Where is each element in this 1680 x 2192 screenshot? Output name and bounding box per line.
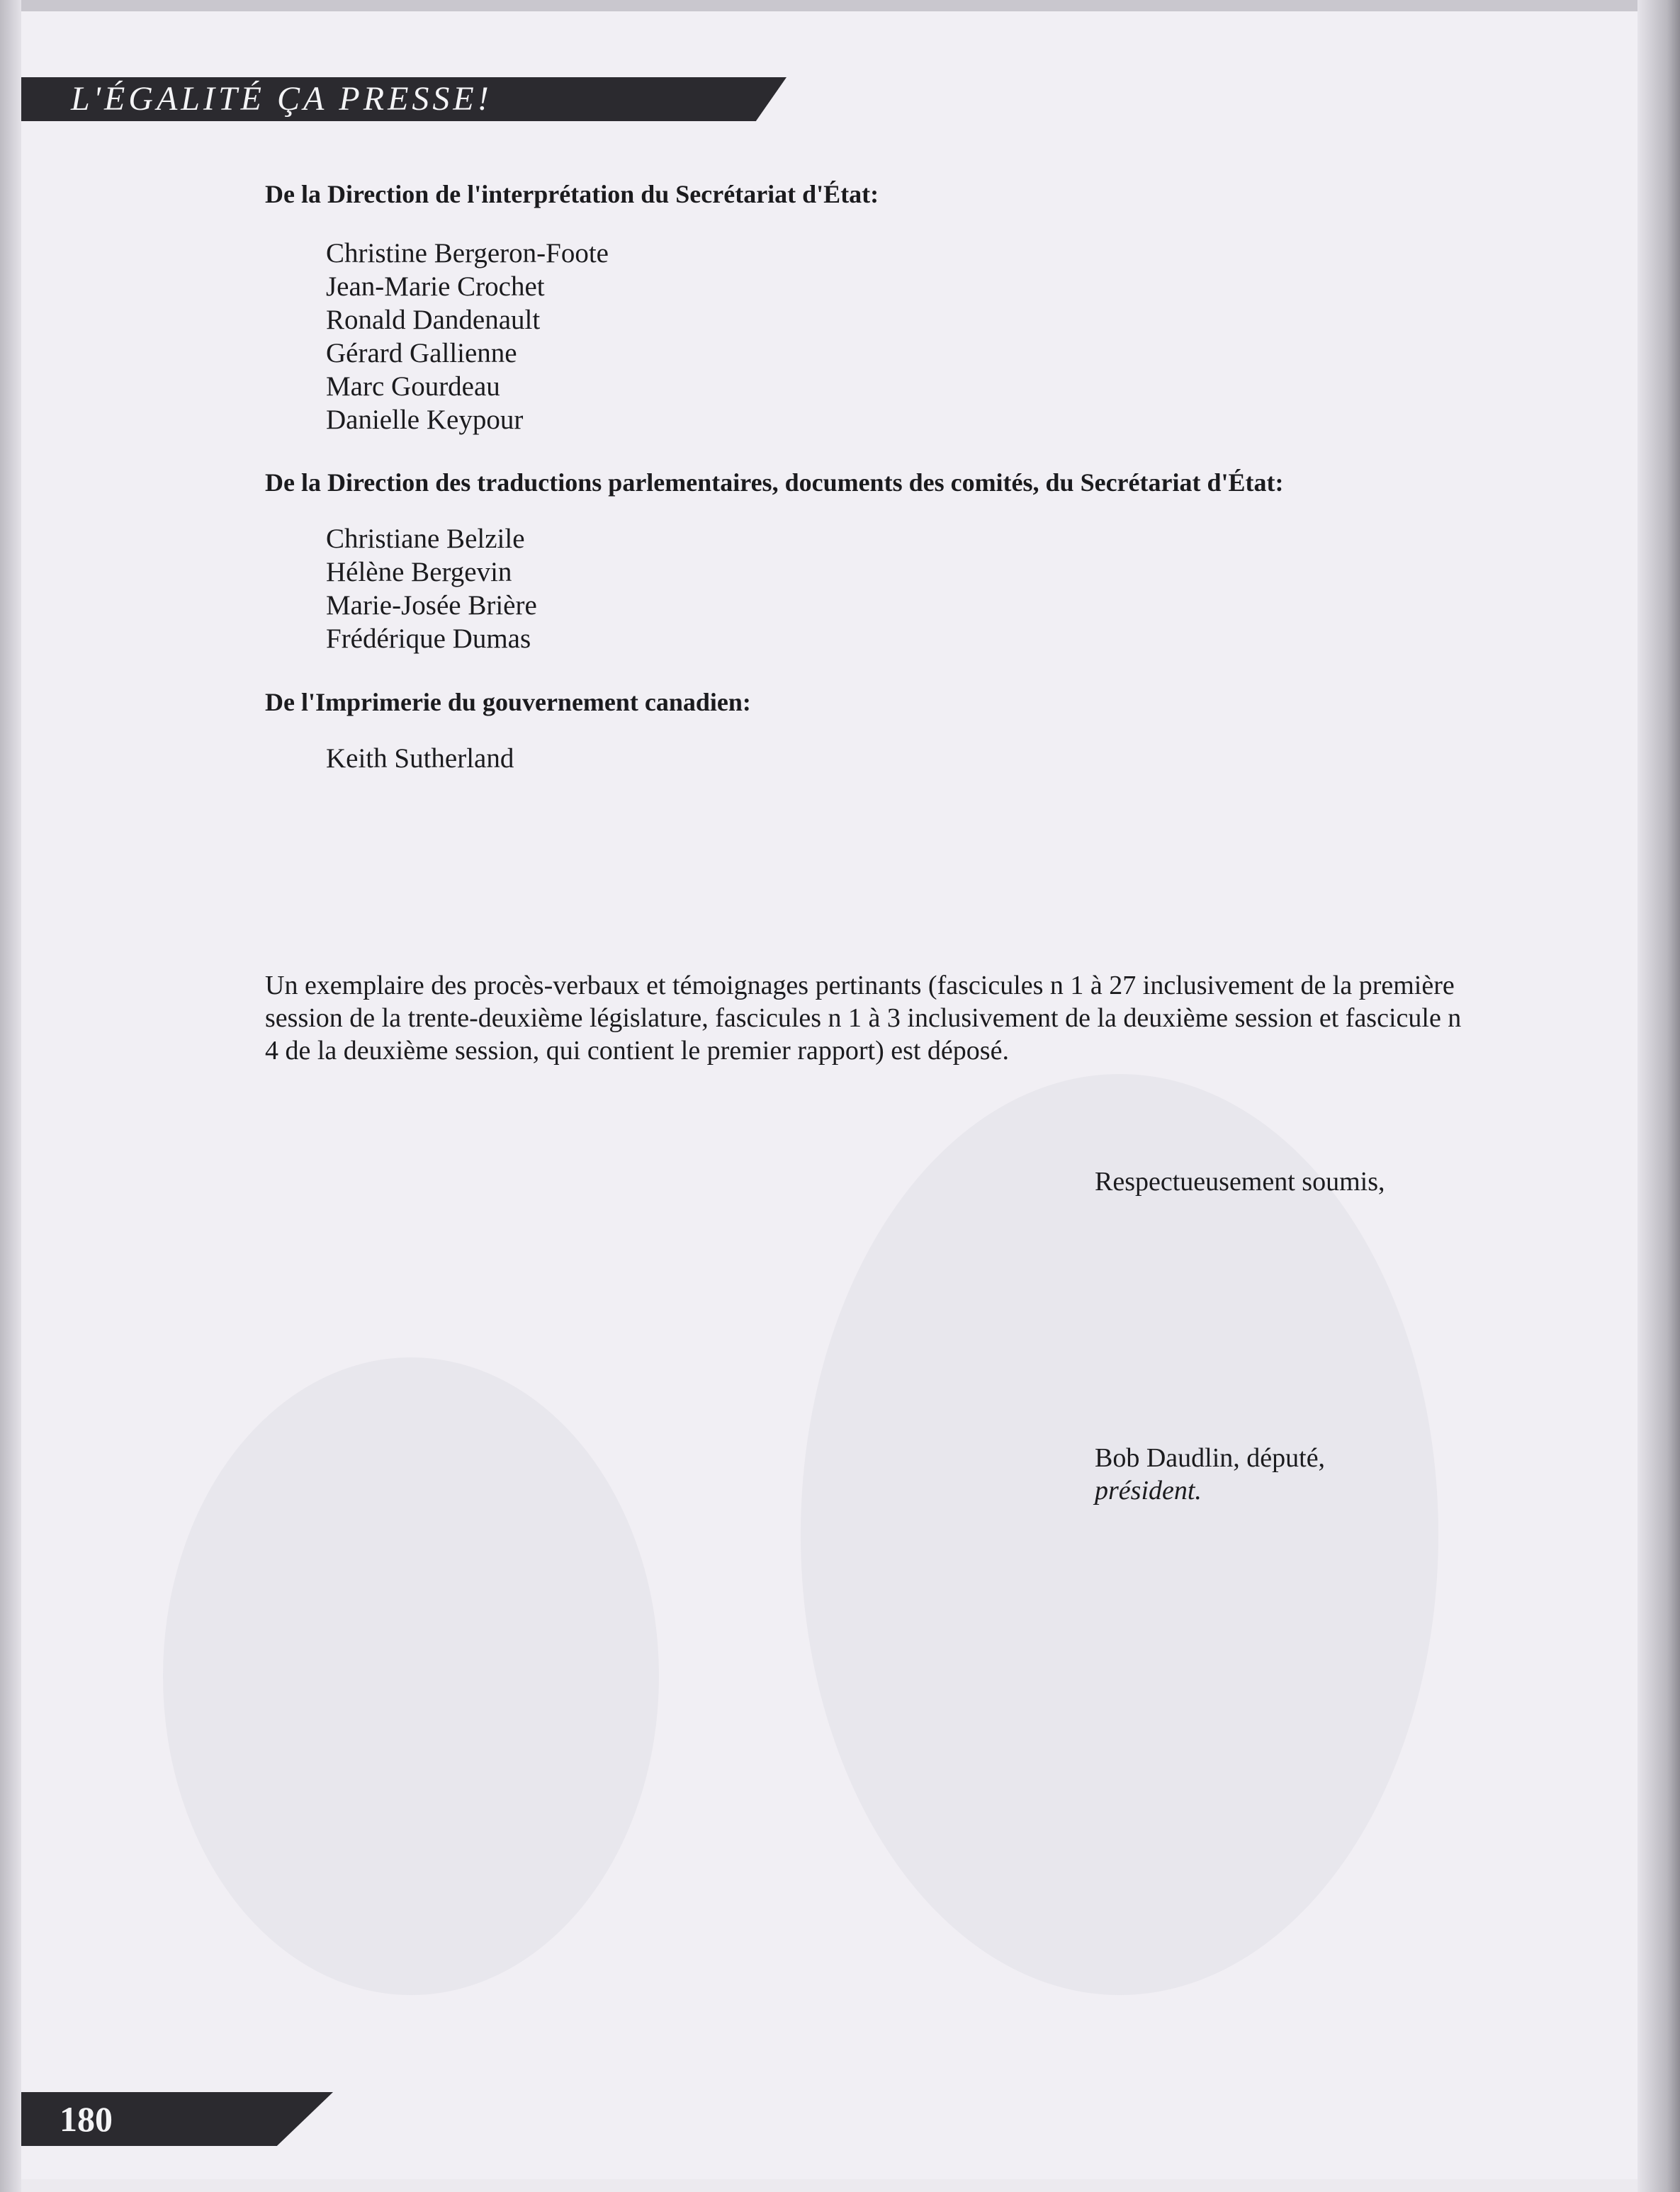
section-heading-interpretation: De la Direction de l'interprétation du Secrétariat d'État:	[265, 180, 879, 208]
document-page	[21, 11, 1637, 2179]
body-paragraph: Un exemplaire des procès-verbaux et témoignages pertinants (fascicules n 1 à 27 inclusivement de la première session de la trente-deuxième législature, fascicules n 1 à 3 inclusivement de la deuxième session et fascicule n 4 de la deuxième session, qui contient le premier rapport) est déposé.	[265, 971, 1462, 1066]
list-item: Ronald Dandenault	[326, 305, 541, 335]
list-item: Keith Sutherland	[326, 743, 514, 774]
list-item: Hélène Bergevin	[326, 557, 512, 587]
scan-edge-left	[0, 0, 21, 2192]
name-list-interpretation	[326, 237, 609, 436]
scan-edge-top	[0, 0, 1680, 11]
signature-title: président.	[1095, 1476, 1202, 1505]
page-header-title: L'ÉGALITÉ ÇA PRESSE!	[71, 80, 492, 118]
name-list-translations	[326, 522, 537, 655]
name-list-printing	[326, 742, 514, 775]
list-item: Jean-Marie Crochet	[326, 271, 545, 302]
show-through-blotch	[801, 1074, 1438, 1995]
list-item: Marc Gourdeau	[326, 371, 500, 402]
list-item: Danielle Keypour	[326, 405, 524, 435]
show-through-blotch	[163, 1357, 659, 1995]
list-item: Christiane Belzile	[326, 524, 525, 554]
closing-line: Respectueusement soumis,	[1095, 1167, 1385, 1197]
section-heading-translations: De la Direction des traductions parlementaires, documents des comités, du Secrétariat d'État:	[265, 468, 1284, 497]
page-number: 180	[60, 2099, 113, 2139]
signature-name: Bob Daudlin, député,	[1095, 1443, 1326, 1473]
list-item: Marie-Josée Brière	[326, 590, 537, 621]
scan-edge-right	[1637, 0, 1680, 2192]
list-item: Frédérique Dumas	[326, 623, 531, 654]
list-item: Christine Bergeron-Foote	[326, 238, 609, 269]
list-item: Gérard Gallienne	[326, 338, 517, 368]
section-heading-printing: De l'Imprimerie du gouvernement canadien:	[265, 688, 751, 716]
